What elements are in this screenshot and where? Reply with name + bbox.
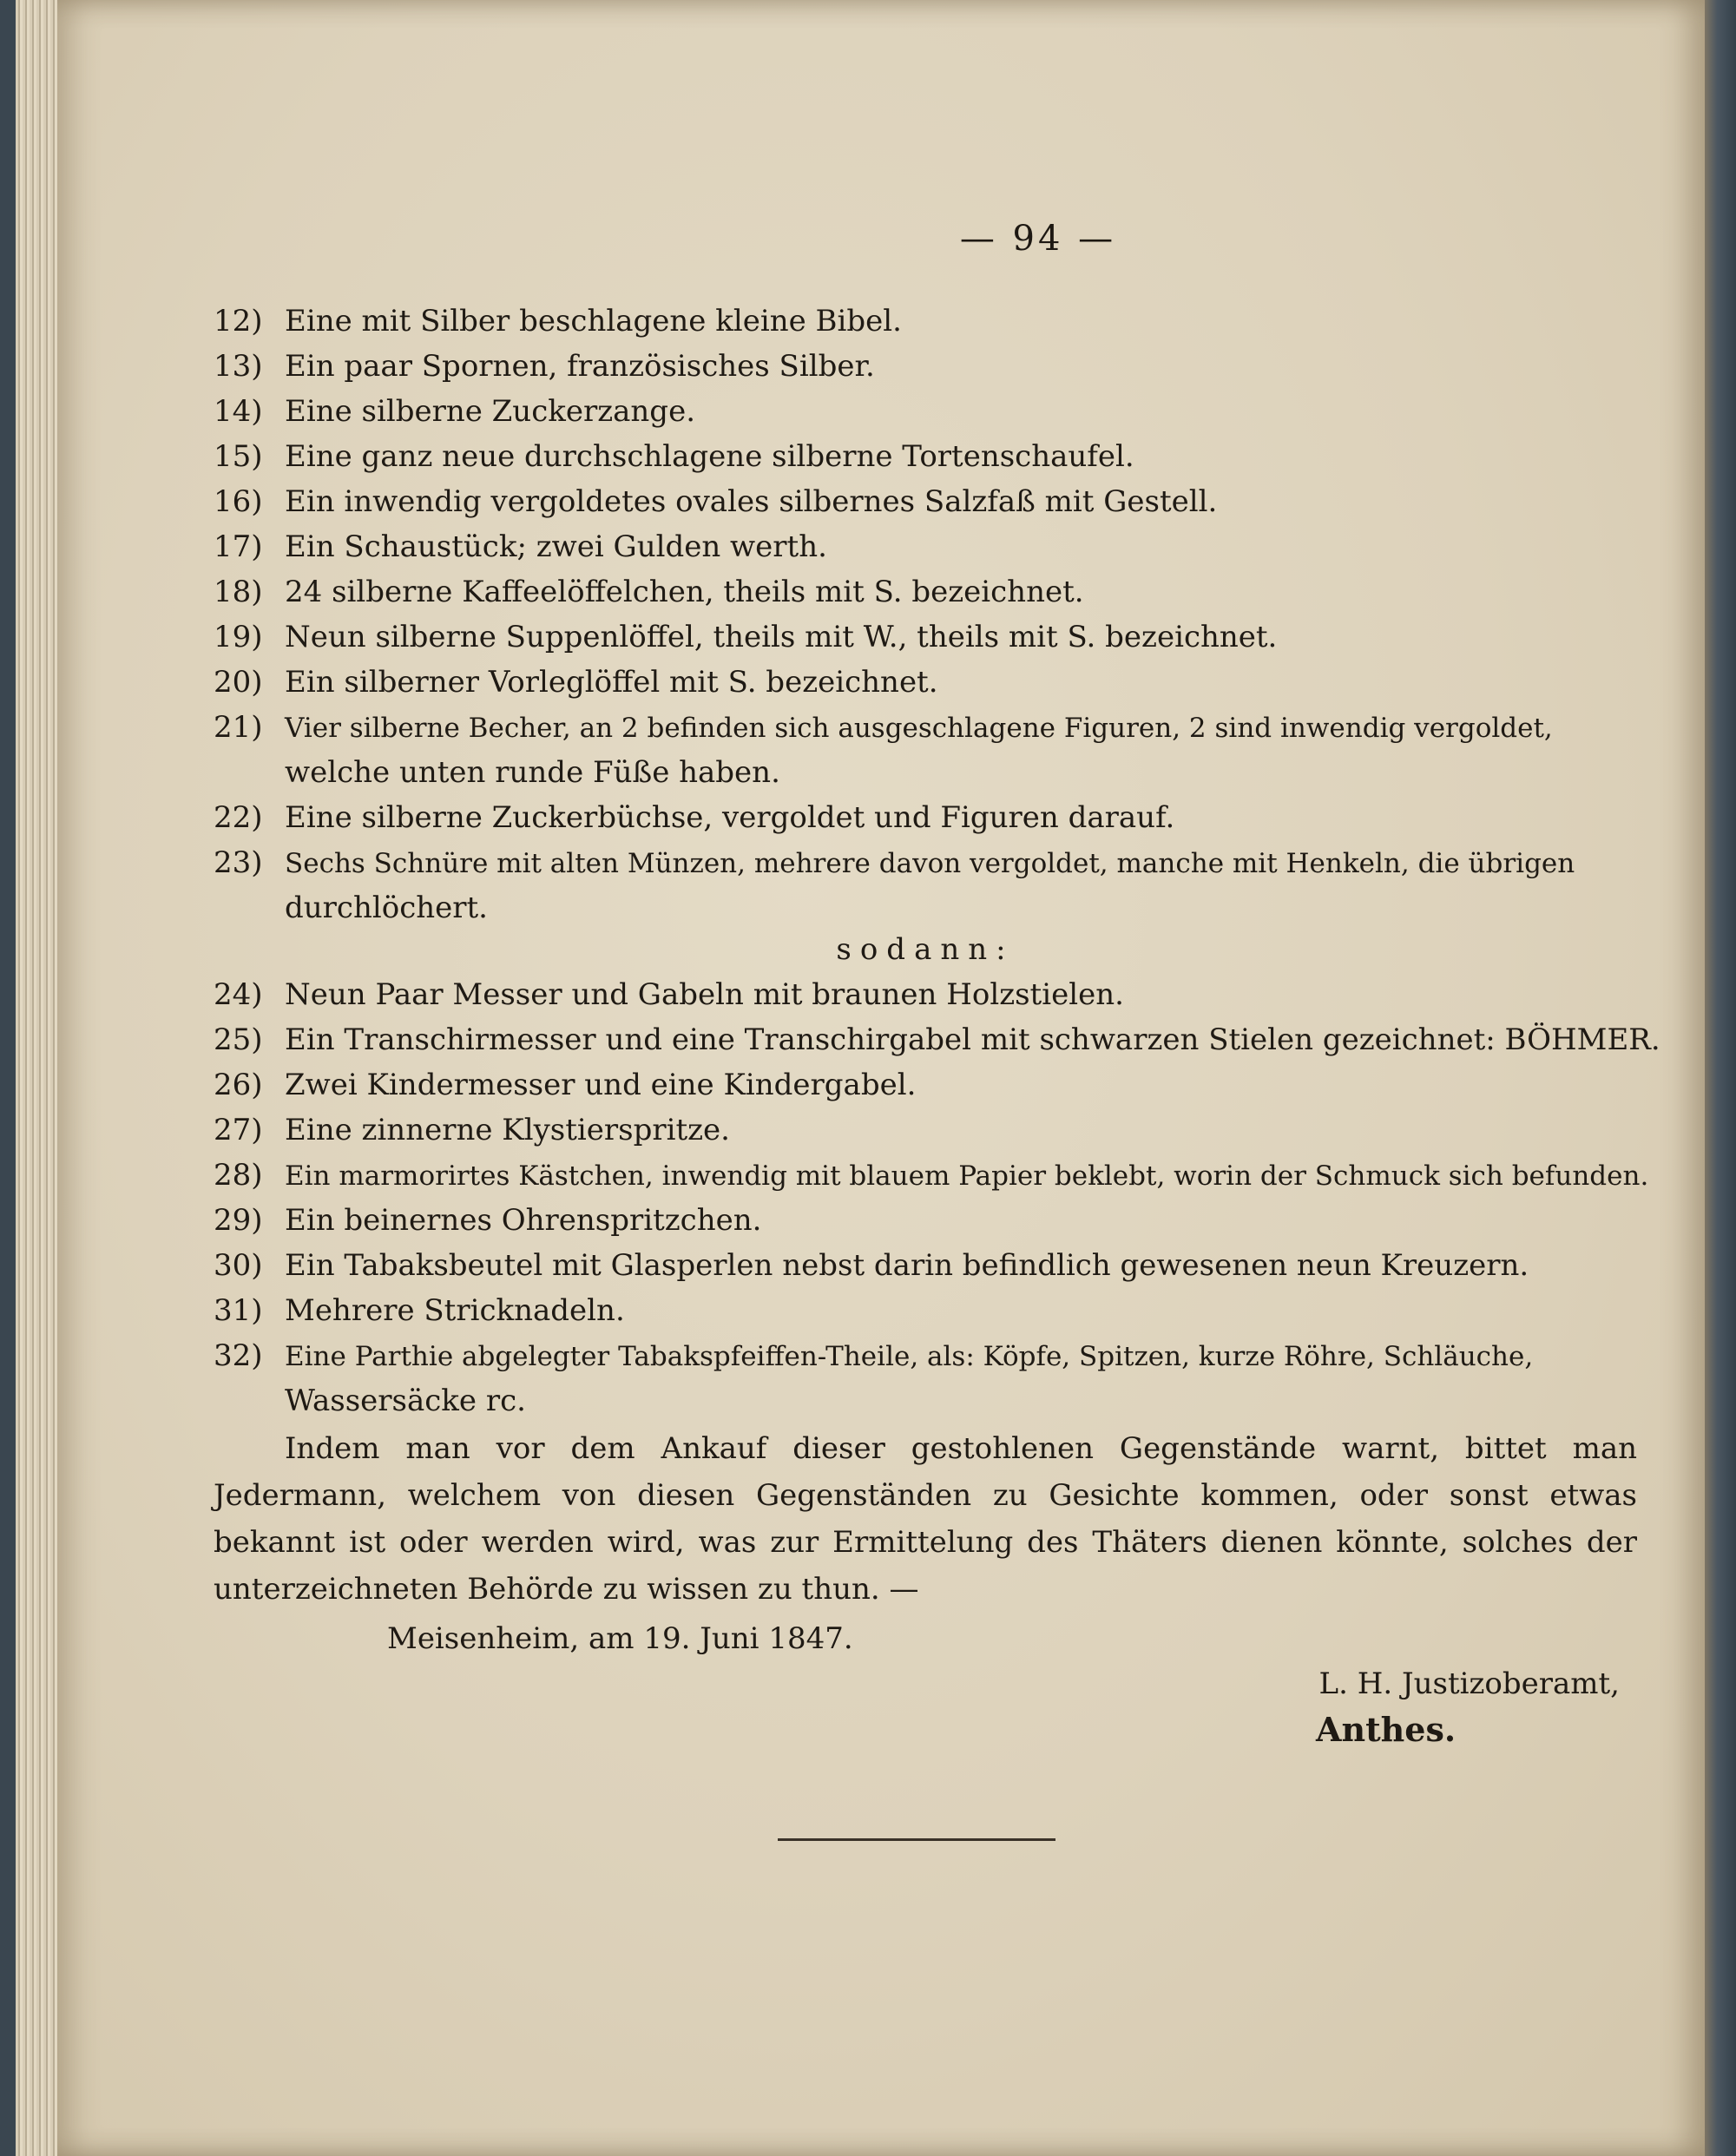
list-item	[214, 1248, 1637, 1283]
item-text-continuation: durchlöchert.	[285, 891, 488, 925]
item-text: Sechs Schnüre mit alten Münzen, mehrere davon vergoldet, manche mit Henkeln, die übrigen	[285, 848, 1575, 879]
item-text: Ein silberner Vorleglöffel mit S. bezeichnet.	[285, 665, 938, 700]
page-number: — 94 —	[959, 219, 1117, 259]
item-number: 19)	[214, 620, 263, 654]
item-number: 26)	[214, 1068, 263, 1102]
item-text: Ein marmorirtes Kästchen, inwendig mit blauem Papier beklebt, worin der Schmuck sich befunden.	[285, 1160, 1649, 1192]
closing-paragraph: Indem man vor dem Ankauf dieser gestohlenen Gegenstände warnt, bittet man Jedermann, welchem von diesen Gegenständen zu Gesichte kommen, oder sonst etwas bekannt ist oder werden wird, was zur Ermittelung des Thäters dienen könnte, solches der unterzeichneten Behörde zu wissen zu thun. —	[214, 1431, 1637, 1607]
item-number: 13)	[214, 349, 263, 384]
item-text-continuation: welche unten runde Füße haben.	[285, 755, 780, 790]
item-number: 28)	[214, 1158, 263, 1193]
item-text: Ein Schaustück; zwei Gulden werth.	[285, 529, 827, 564]
item-number: 21)	[214, 710, 263, 745]
list-item	[214, 1203, 1637, 1238]
item-number: 17)	[214, 529, 263, 564]
list-item	[214, 845, 1637, 880]
list-item	[214, 394, 1637, 429]
list-item	[214, 1158, 1649, 1193]
item-text: Neun Paar Messer und Gabeln mit braunen Holzstielen.	[285, 977, 1124, 1012]
item-number: 32)	[214, 1338, 263, 1373]
list-item	[214, 304, 1637, 339]
item-number: 24)	[214, 977, 263, 1012]
item-text: Neun silberne Suppenlöffel, theils mit W., theils mit S. bezeichnet.	[285, 620, 1278, 654]
list-item	[214, 484, 1637, 519]
item-text: Ein Tabaksbeutel mit Glasperlen nebst darin befindlich gewesenen neun Kreuzern.	[285, 1248, 1529, 1283]
section-separator-sodann: sodann:	[836, 932, 1015, 967]
item-number: 29)	[214, 1203, 263, 1238]
item-text: Eine ganz neue durchschlagene silberne Tortenschaufel.	[285, 439, 1134, 474]
item-number: 22)	[214, 800, 263, 835]
list-item	[214, 800, 1637, 835]
item-number: 12)	[214, 304, 263, 339]
item-number: 16)	[214, 484, 263, 519]
list-item	[214, 349, 1637, 384]
item-text: Eine zinnerne Klystierspritze.	[285, 1113, 730, 1147]
list-item	[214, 620, 1637, 654]
item-number: 27)	[214, 1113, 263, 1147]
item-number: 25)	[214, 1022, 263, 1057]
item-text: Eine Parthie abgelegter Tabakspfeiffen-Theile, als: Köpfe, Spitzen, kurze Röhre, Schläuche,	[285, 1341, 1534, 1372]
item-text: Eine mit Silber beschlagene kleine Bibel.	[285, 304, 902, 339]
item-text: Ein beinernes Ohrenspritzchen.	[285, 1203, 762, 1238]
signature: Anthes.	[1316, 1710, 1457, 1749]
list-item	[214, 710, 1637, 745]
item-text: Vier silberne Becher, an 2 befinden sich ausgeschlagene Figuren, 2 sind inwendig vergoldet,	[285, 713, 1553, 744]
list-item	[214, 665, 1637, 700]
item-text-continuation: Wassersäcke rc.	[285, 1384, 526, 1418]
item-text: 24 silberne Kaffeelöffelchen, theils mit S. bezeichnet.	[285, 575, 1084, 609]
item-number: 14)	[214, 394, 263, 429]
list-item	[214, 439, 1637, 474]
item-number: 15)	[214, 439, 263, 474]
closing-rule	[778, 1838, 1055, 1841]
item-text: Eine silberne Zuckerzange.	[285, 394, 695, 429]
item-number: 20)	[214, 665, 263, 700]
item-text: Mehrere Stricknadeln.	[285, 1293, 625, 1328]
list-item	[214, 1338, 1637, 1373]
binding-edge	[1705, 0, 1736, 2156]
list-item	[214, 1113, 1637, 1147]
item-number: 30)	[214, 1248, 263, 1283]
item-number: 18)	[214, 575, 263, 609]
list-item	[214, 1293, 1637, 1328]
list-item	[214, 977, 1637, 1012]
item-text: Eine silberne Zuckerbüchse, vergoldet und Figuren darauf.	[285, 800, 1175, 835]
item-number: 23)	[214, 845, 263, 880]
list-item	[214, 575, 1637, 609]
list-item	[214, 529, 1637, 564]
item-text: Ein inwendig vergoldetes ovales silbernes Salzfaß mit Gestell.	[285, 484, 1218, 519]
page-stack-edges	[16, 0, 61, 2156]
issuing-authority: L. H. Justizoberamt,	[1318, 1666, 1620, 1701]
item-text: Ein Transchirmesser und eine Transchirgabel mit schwarzen Stielen gezeichnet: BÖHMER.	[285, 1022, 1660, 1057]
list-item	[214, 1022, 1660, 1057]
item-text: Ein paar Spornen, französisches Silber.	[285, 349, 875, 384]
item-number: 31)	[214, 1293, 263, 1328]
list-item	[214, 1068, 1637, 1102]
item-text: Zwei Kindermesser und eine Kindergabel.	[285, 1068, 917, 1102]
place-date: Meisenheim, am 19. Juni 1847.	[387, 1621, 853, 1656]
